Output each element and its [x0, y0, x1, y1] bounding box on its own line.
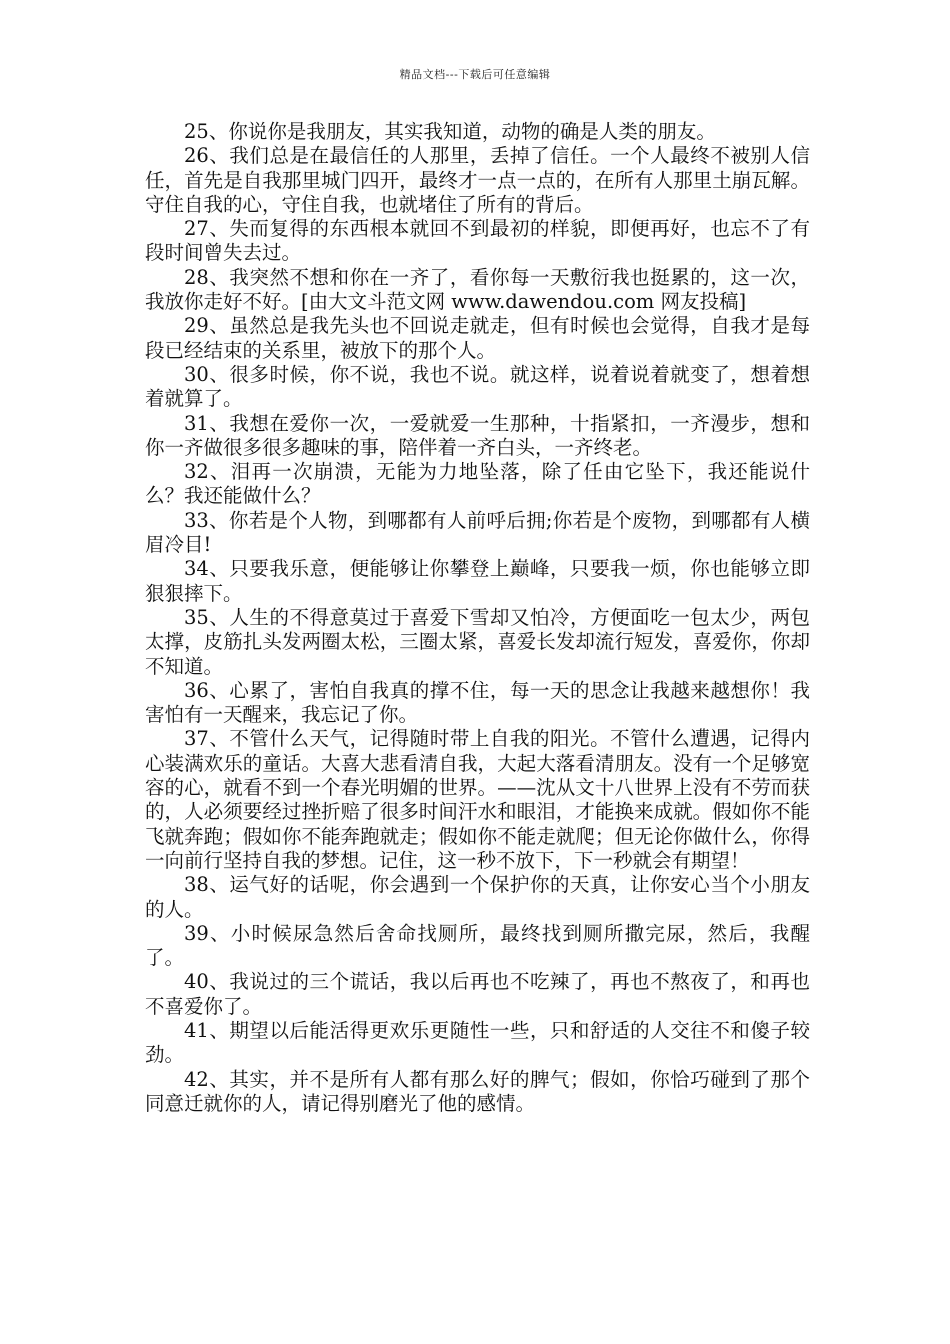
paragraph-38: 38、运气好的话呢，你会遇到一个保护你的天真，让你安心当个小朋友的人。 [145, 873, 810, 921]
paragraph-30: 30、很多时候，你不说，我也不说。就这样，说着说着就变了，想着想着就算了。 [145, 362, 810, 411]
paragraph-32: 32、泪再一次崩溃，无能为力地坠落，除了任由它坠下，我还能说什么？我还能做什么？ [145, 460, 810, 508]
paragraph-37: 37、不管什么天气，记得随时带上自我的阳光。不管什么遭遇，记得内心装满欢乐的童话。大喜大悲看清自我，大起大落看清朋友。没有一个足够宽容的心，就看不到一个春光明媚的世界。——沈从文十八世界上没有不劳而获的，人必须要经过挫折赔了很多时间汗水和眼泪，才能换来成就。假如你不能飞就奔跑；假如你不能奔跑就走；假如你不能走就爬；但无论你做什么，你得一向前行坚持自我的梦想。记住，这一秒不放下，下一秒就会有期望！ [145, 727, 810, 872]
paragraph-40: 40、我说过的三个谎话，我以后再也不吃辣了，再也不熬夜了，和再也不喜爱你了。 [145, 970, 810, 1018]
page-header: 精品文档---下载后可任意编辑 [399, 68, 551, 81]
paragraph-26: 26、我们总是在最信任的人那里，丢掉了信任。一个人最终不被别人信任，首先是自我那里城门四开，最终才一点一点的，在所有人那里土崩瓦解。守住自我的心，守住自我，也就堵住了所有的背后。 [145, 144, 810, 216]
paragraph-41: 41、期望以后能活得更欢乐更随性一些，只和舒适的人交往不和傻子较劲。 [145, 1018, 810, 1067]
paragraph-36: 36、心累了，害怕自我真的撑不住，每一天的思念让我越来越想你！我害怕有一天醒来，我忘记了你。 [145, 678, 810, 727]
paragraph-27: 27、失而复得的东西根本就回不到最初的样貌，即便再好，也忘不了有段时间曾失去过。 [145, 217, 810, 265]
paragraph-31: 31、我想在爱你一次，一爱就爱一生那种，十指紧扣，一齐漫步，想和你一齐做很多很多趣味的事，陪伴着一齐白头，一齐终老。 [145, 411, 810, 459]
paragraph-35: 35、人生的不得意莫过于喜爱下雪却又怕冷，方便面吃一包太少，两包太撑，皮筋扎头发两圈太松，三圈太紧，喜爱长发却流行短发，喜爱你，你却不知道。 [145, 605, 810, 678]
paragraph-39: 39、小时候尿急然后舍命找厕所，最终找到厕所撒完尿，然后，我醒了。 [145, 921, 810, 970]
document-body [145, 120, 810, 1116]
paragraph-29: 29、虽然总是我先头也不回说走就走，但有时候也会觉得，自我才是每段已经结束的关系里，被放下的那个人。 [145, 314, 810, 362]
paragraph-28: 28、我突然不想和你在一齐了，看你每一天敷衍我也挺累的，这一次，我放你走好不好。[由大文斗范文网 www.dawendou.com 网友投稿] [145, 265, 810, 314]
paragraph-33: 33、你若是个人物，到哪都有人前呼后拥;你若是个废物，到哪都有人横眉冷目! [145, 508, 810, 557]
paragraph-25: 25、你说你是我朋友，其实我知道，动物的确是人类的朋友。 [184, 120, 716, 143]
paragraph-34: 34、只要我乐意，便能够让你攀登上巅峰，只要我一烦，你也能够立即狠狠摔下。 [145, 557, 810, 605]
paragraph-42: 42、其实，并不是所有人都有那么好的脾气；假如，你恰巧碰到了那个同意迁就你的人，请记得别磨光了他的感情。 [145, 1067, 810, 1115]
